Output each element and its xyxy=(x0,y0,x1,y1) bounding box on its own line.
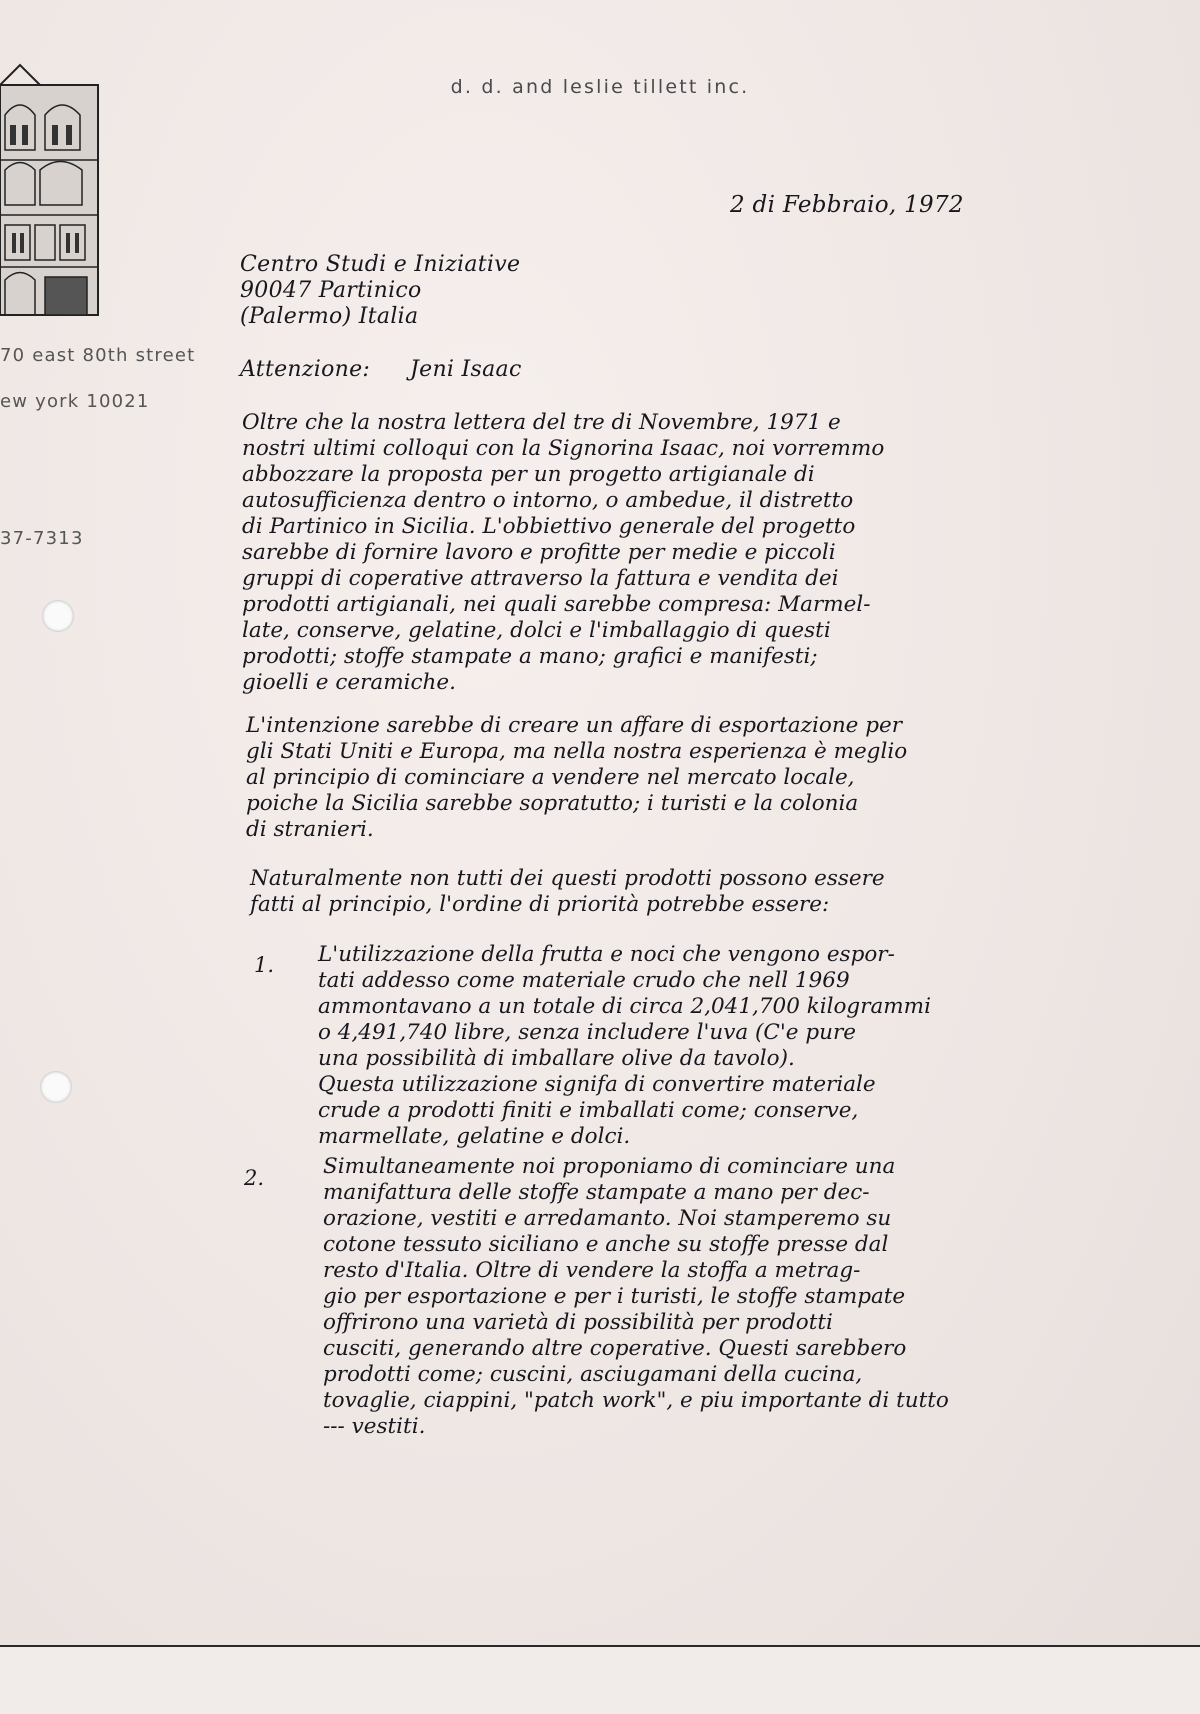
list-line: Simultaneamente noi proponiamo di cominciare una xyxy=(323,1154,896,1179)
list-line: L'utilizzazione della frutta e noci che vengono espor- xyxy=(318,942,895,967)
punch-hole-upper xyxy=(42,600,74,632)
paragraph-line: prodotti; stoffe stampate a mano; grafici e manifesti; xyxy=(242,644,818,669)
list-item-2 xyxy=(323,1154,949,1440)
company-letterhead: d. d. and leslie tillett inc. xyxy=(450,76,750,98)
letterhead-city: ew york 10021 xyxy=(0,391,150,412)
recipient-line-3: (Palermo) Italia xyxy=(240,304,419,329)
letter-date: 2 di Febbraio, 1972 xyxy=(730,192,964,218)
list-line: tati addesso come materiale crudo che nell 1969 xyxy=(318,968,850,993)
letterhead-phone: 37-7313 xyxy=(0,528,84,549)
paragraph-line: Naturalmente non tutti dei questi prodotti possono essere xyxy=(250,866,885,891)
list-line: tovaglie, ciappini, "patch work", e piu importante di tutto xyxy=(323,1388,949,1413)
recipient-line-2: 90047 Partinico xyxy=(240,278,422,303)
paragraph-line: late, conserve, gelatine, dolci e l'imballaggio di questi xyxy=(242,618,831,643)
list-item-1 xyxy=(318,942,931,1150)
paragraph-line: fatti al principio, l'ordine di priorità potrebbe essere: xyxy=(250,892,830,917)
list-line: o 4,491,740 libre, senza includere l'uva (C'e pure xyxy=(318,1020,856,1045)
paragraph-line: al principio di cominciare a vendere nel mercato locale, xyxy=(246,765,855,790)
paragraph-1 xyxy=(242,410,884,696)
list-line: crude a prodotti finiti e imballati come; conserve, xyxy=(318,1098,859,1123)
paragraph-line: autosufficienza dentro o intorno, o ambedue, il distretto xyxy=(242,488,854,513)
letterhead-street: 70 east 80th street xyxy=(0,345,196,366)
paragraph-line: gli Stati Uniti e Europa, ma nella nostra esperienza è meglio xyxy=(246,739,908,764)
paragraph-2 xyxy=(246,713,907,843)
paragraph-line: di Partinico in Sicilia. L'obbiettivo generale del progetto xyxy=(242,514,856,539)
paragraph-3 xyxy=(250,866,885,918)
paragraph-line: nostri ultimi colloqui con la Signorina Isaac, noi vorremmo xyxy=(242,436,885,461)
list-line: Questa utilizzazione signifa di convertire materiale xyxy=(318,1072,876,1097)
list-line: cusciti, generando altre coperative. Questi sarebbero xyxy=(323,1336,907,1361)
punch-hole-lower xyxy=(40,1071,72,1103)
list-line: orazione, vestiti e arredamanto. Noi stamperemo su xyxy=(323,1206,892,1231)
attention-name: Jeni Isaac xyxy=(410,357,522,382)
list-line: ammontavano a un totale di circa 2,041,700 kilogrammi xyxy=(318,994,931,1019)
list-line: prodotti come; cuscini, asciugamani della cucina, xyxy=(323,1362,863,1387)
paragraph-line: gioelli e ceramiche. xyxy=(242,670,456,695)
list-line: resto d'Italia. Oltre di vendere la stoffa a metrag- xyxy=(323,1258,861,1283)
attention-label: Attenzione: xyxy=(240,357,371,382)
paragraph-line: prodotti artigianali, nei quali sarebbe compresa: Marmel- xyxy=(242,592,871,617)
list-number-1: 1. xyxy=(254,953,275,977)
paragraph-line: Oltre che la nostra lettera del tre di Novembre, 1971 e xyxy=(242,410,841,435)
list-line: gio per esportazione e per i turisti, le stoffe stampate xyxy=(323,1284,906,1309)
paragraph-line: poiche la Sicilia sarebbe sopratutto; i turisti e la colonia xyxy=(246,791,859,816)
page-bottom-edge xyxy=(0,1645,1200,1714)
list-line: marmellate, gelatine e dolci. xyxy=(318,1124,631,1149)
list-line: offrirono una varietà di possibilità per prodotti xyxy=(323,1310,833,1335)
list-line: manifattura delle stoffe stampate a mano per dec- xyxy=(323,1180,870,1205)
paragraph-line: sarebbe di fornire lavoro e profitte per medie e piccoli xyxy=(242,540,836,565)
paragraph-line: L'intenzione sarebbe di creare un affare di esportazione per xyxy=(246,713,903,738)
list-line: cotone tessuto siciliano e anche su stoffe presse dal xyxy=(323,1232,889,1257)
paragraph-line: abbozzare la proposta per un progetto artigianale di xyxy=(242,462,815,487)
recipient-line-1: Centro Studi e Iniziative xyxy=(240,252,521,277)
list-line: --- vestiti. xyxy=(323,1414,426,1439)
list-number-2: 2. xyxy=(244,1166,265,1190)
paragraph-line: gruppi di coperative attraverso la fattura e vendita dei xyxy=(242,566,839,591)
list-line: una possibilità di imballare olive da tavolo). xyxy=(318,1046,795,1071)
paragraph-line: di stranieri. xyxy=(246,817,374,842)
